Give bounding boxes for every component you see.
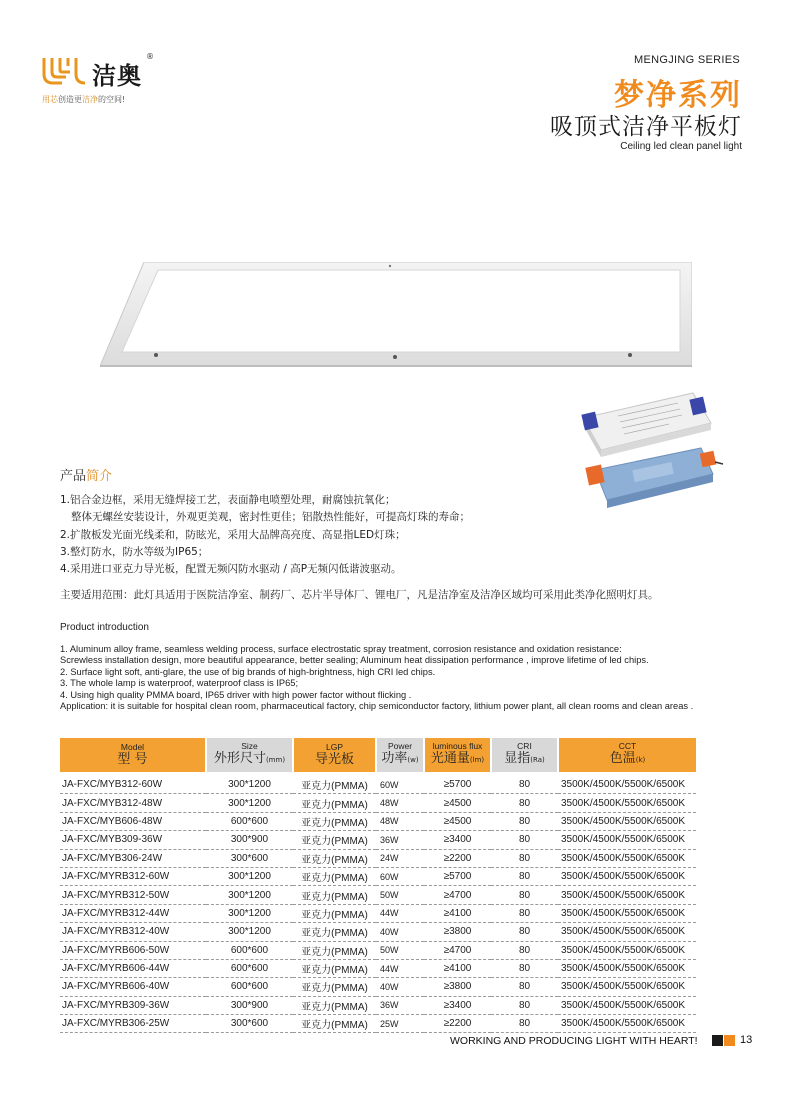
cell-model: JA-FXC/MYRB306-25W	[60, 1015, 206, 1033]
table-row	[60, 996, 696, 1014]
cell-pwr: 60W	[376, 867, 424, 885]
logo-mark-icon	[40, 56, 88, 86]
cell-model: JA-FXC/MYB306-24W	[60, 849, 206, 867]
intro-cn-item: 1.铝合金边框，采用无缝焊接工艺，表面静电喷塑处理，耐腐蚀抗氧化；	[60, 494, 396, 506]
spec-table	[60, 738, 696, 1033]
footer-slogan: WORKING AND PRODUCING LIGHT WITH HEART!	[450, 1035, 698, 1047]
cell-model: JA-FXC/MYRB606-50W	[60, 941, 206, 959]
cell-lgp: 亚克力(PMMA)	[293, 1015, 376, 1033]
header-flux: luminous flux 光通量(lm)	[424, 738, 491, 772]
page-number: 13	[740, 1034, 753, 1046]
cell-model: JA-FXC/MYRB312-44W	[60, 904, 206, 922]
cell-cri: 80	[491, 812, 558, 830]
brand-logo	[40, 52, 180, 112]
series-en: MENGJING SERIES	[634, 54, 740, 66]
intro-cn-title: 产品简介	[60, 469, 113, 484]
cell-model: JA-FXC/MYB312-60W	[60, 772, 206, 794]
cell-model: JA-FXC/MYRB312-50W	[60, 886, 206, 904]
cell-cri: 80	[491, 959, 558, 977]
cell-model: JA-FXC/MYRB606-44W	[60, 959, 206, 977]
cell-cct: 3500K/4500K/5500K/6500K	[558, 959, 696, 977]
cell-size: 600*600	[206, 959, 293, 977]
cell-cct: 3500K/4500K/5500K/6500K	[558, 996, 696, 1014]
cell-flux: ≥3800	[424, 978, 491, 996]
cell-flux: ≥4500	[424, 794, 491, 812]
spec-table-body	[60, 772, 696, 1033]
cell-size: 600*600	[206, 941, 293, 959]
header-size: Size 外形尺寸(mm)	[206, 738, 293, 772]
cell-cri: 80	[491, 772, 558, 794]
logo-slogan: 用芯创造更洁净的空间!	[42, 95, 126, 104]
cell-cri: 80	[491, 1015, 558, 1033]
cell-cri: 80	[491, 867, 558, 885]
cell-flux: ≥5700	[424, 867, 491, 885]
cell-flux: ≥4700	[424, 886, 491, 904]
logo-name: 洁奥	[92, 62, 142, 90]
cell-pwr: 36W	[376, 996, 424, 1014]
cell-pwr: 40W	[376, 978, 424, 996]
series-cn: 梦净系列	[614, 78, 742, 113]
table-row	[60, 831, 696, 849]
cell-size: 300*1200	[206, 794, 293, 812]
cell-cri: 80	[491, 831, 558, 849]
cell-lgp: 亚克力(PMMA)	[293, 996, 376, 1014]
cell-size: 300*900	[206, 996, 293, 1014]
cell-flux: ≥3400	[424, 996, 491, 1014]
cell-size: 300*900	[206, 831, 293, 849]
header-model: Model 型 号	[60, 738, 206, 772]
cell-flux: ≥4100	[424, 904, 491, 922]
table-row	[60, 849, 696, 867]
footer-black-square	[712, 1035, 723, 1046]
cell-cct: 3500K/4500K/5500K/6500K	[558, 978, 696, 996]
application-cn: 主要适用范围：此灯具适用于医院洁净室、制药厂、芯片半导体厂、锂电厂，凡是洁净室及洁净区域均可采用此类净化照明灯具。	[60, 589, 659, 601]
cell-lgp: 亚克力(PMMA)	[293, 812, 376, 830]
cell-lgp: 亚克力(PMMA)	[293, 886, 376, 904]
cell-flux: ≥2200	[424, 1015, 491, 1033]
cell-size: 600*600	[206, 812, 293, 830]
cell-cct: 3500K/4500K/5500K/6500K	[558, 867, 696, 885]
cell-pwr: 60W	[376, 772, 424, 794]
cell-model: JA-FXC/MYB312-48W	[60, 794, 206, 812]
cell-size: 600*600	[206, 978, 293, 996]
intro-cn-list	[60, 492, 760, 578]
cell-pwr: 48W	[376, 794, 424, 812]
header-power: Power 功率(w)	[376, 738, 424, 772]
table-row	[60, 812, 696, 830]
registered-mark: ®	[146, 52, 154, 61]
cell-pwr: 44W	[376, 959, 424, 977]
header-lgp: LGP 导光板	[293, 738, 376, 772]
cell-model: JA-FXC/MYB606-48W	[60, 812, 206, 830]
cell-model: JA-FXC/MYRB309-36W	[60, 996, 206, 1014]
cell-lgp: 亚克力(PMMA)	[293, 941, 376, 959]
cell-lgp: 亚克力(PMMA)	[293, 978, 376, 996]
table-row	[60, 959, 696, 977]
table-row	[60, 772, 696, 794]
intro-cn-item: 4.采用进口亚克力导光板，配置无频闪防水驱动 / 高P无频闪低谐波驱动。	[60, 563, 402, 576]
cell-cri: 80	[491, 849, 558, 867]
header-cri: CRI 显指(Ra)	[491, 738, 558, 772]
cell-pwr: 48W	[376, 812, 424, 830]
cell-size: 300*600	[206, 1015, 293, 1033]
cell-lgp: 亚克力(PMMA)	[293, 904, 376, 922]
cell-lgp: 亚克力(PMMA)	[293, 831, 376, 849]
intro-en-title: Product introduction	[60, 622, 149, 633]
footer-orange-square	[724, 1035, 735, 1046]
cell-pwr: 25W	[376, 1015, 424, 1033]
cell-lgp: 亚克力(PMMA)	[293, 923, 376, 941]
cell-flux: ≥3400	[424, 831, 491, 849]
cell-cct: 3500K/4500K/5500K/6500K	[558, 923, 696, 941]
cell-pwr: 40W	[376, 923, 424, 941]
product-title-en: Ceiling led clean panel light	[620, 141, 742, 152]
intro-cn-item: 2.扩散板发光面光线柔和，防眩光，采用大品牌高亮度、高显指LED灯珠；	[60, 528, 406, 541]
intro-en-list	[60, 644, 760, 701]
intro-en-item: 1. Aluminum alloy frame, seamless welding process, surface electrostatic spray treatment, corrosion resistance and oxidation resistance:	[60, 644, 622, 654]
cell-flux: ≥2200	[424, 849, 491, 867]
cell-flux: ≥3800	[424, 923, 491, 941]
cell-cct: 3500K/4500K/5500K/6500K	[558, 831, 696, 849]
cell-cri: 80	[491, 794, 558, 812]
cell-flux: ≥4100	[424, 959, 491, 977]
table-row	[60, 923, 696, 941]
cell-cct: 3500K/4500K/5500K/6500K	[558, 941, 696, 959]
cell-flux: ≥4500	[424, 812, 491, 830]
intro-en-item: 3. The whole lamp is waterproof, waterproof class is IP65;	[60, 678, 299, 689]
cell-size: 300*1200	[206, 867, 293, 885]
cell-size: 300*1200	[206, 904, 293, 922]
cell-pwr: 50W	[376, 886, 424, 904]
cell-pwr: 50W	[376, 941, 424, 959]
cell-cri: 80	[491, 996, 558, 1014]
cell-pwr: 36W	[376, 831, 424, 849]
cell-lgp: 亚克力(PMMA)	[293, 959, 376, 977]
table-row	[60, 904, 696, 922]
table-header-row	[60, 738, 696, 772]
cell-cri: 80	[491, 923, 558, 941]
intro-cn-item: 3.整灯防水，防水等级为IP65；	[60, 545, 209, 558]
cell-model: JA-FXC/MYB309-36W	[60, 831, 206, 849]
cell-cct: 3500K/4500K/5500K/6500K	[558, 812, 696, 830]
cell-pwr: 24W	[376, 849, 424, 867]
cell-cri: 80	[491, 904, 558, 922]
cell-lgp: 亚克力(PMMA)	[293, 772, 376, 794]
cell-size: 300*1200	[206, 923, 293, 941]
cell-lgp: 亚克力(PMMA)	[293, 867, 376, 885]
cell-cri: 80	[491, 941, 558, 959]
cell-model: JA-FXC/MYRB312-40W	[60, 923, 206, 941]
table-row	[60, 867, 696, 885]
cell-lgp: 亚克力(PMMA)	[293, 849, 376, 867]
cell-model: JA-FXC/MYRB312-60W	[60, 867, 206, 885]
header-cct: CCT 色温(k)	[558, 738, 696, 772]
intro-en-item: Screwless installation design, more beautiful appearance, better sealing; Aluminum heat dissipation performance , improve lifetime of led chips.	[60, 655, 649, 666]
cell-cct: 3500K/4500K/5500K/6500K	[558, 794, 696, 812]
intro-en-item: 4. Using high quality PMMA board, IP65 driver with high power factor without flicking .	[60, 689, 412, 700]
cell-cct: 3500K/4500K/5500K/6500K	[558, 772, 696, 794]
table-row	[60, 886, 696, 904]
cell-pwr: 44W	[376, 904, 424, 922]
panel-light-image	[100, 262, 692, 368]
cell-cct: 3500K/4500K/5500K/6500K	[558, 1015, 696, 1033]
cell-cct: 3500K/4500K/5500K/6500K	[558, 904, 696, 922]
cell-cct: 3500K/4500K/5500K/6500K	[558, 849, 696, 867]
cell-size: 300*600	[206, 849, 293, 867]
product-title-cn: 吸顶式洁净平板灯	[550, 114, 742, 140]
cell-model: JA-FXC/MYRB606-40W	[60, 978, 206, 996]
application-en: Application: it is suitable for hospital clean room, pharmaceutical factory, chip semiconductor factory, lithium power plant, all clean rooms and clean areas .	[60, 701, 694, 711]
cell-lgp: 亚克力(PMMA)	[293, 794, 376, 812]
cell-cct: 3500K/4500K/5500K/6500K	[558, 886, 696, 904]
cell-cri: 80	[491, 886, 558, 904]
cell-size: 300*1200	[206, 772, 293, 794]
table-row	[60, 794, 696, 812]
cell-flux: ≥5700	[424, 772, 491, 794]
intro-cn-item: 整体无螺丝安装设计，外观更美观，密封性更佳；铝散热性能好，可提高灯珠的寿命；	[71, 511, 470, 524]
table-row	[60, 1015, 696, 1033]
cell-flux: ≥4700	[424, 941, 491, 959]
cell-cri: 80	[491, 978, 558, 996]
table-row	[60, 941, 696, 959]
cell-size: 300*1200	[206, 886, 293, 904]
table-row	[60, 978, 696, 996]
intro-en-item: 2. Surface light soft, anti-glare, the use of big brands of high-brightness, high CRI led chips.	[60, 666, 436, 677]
